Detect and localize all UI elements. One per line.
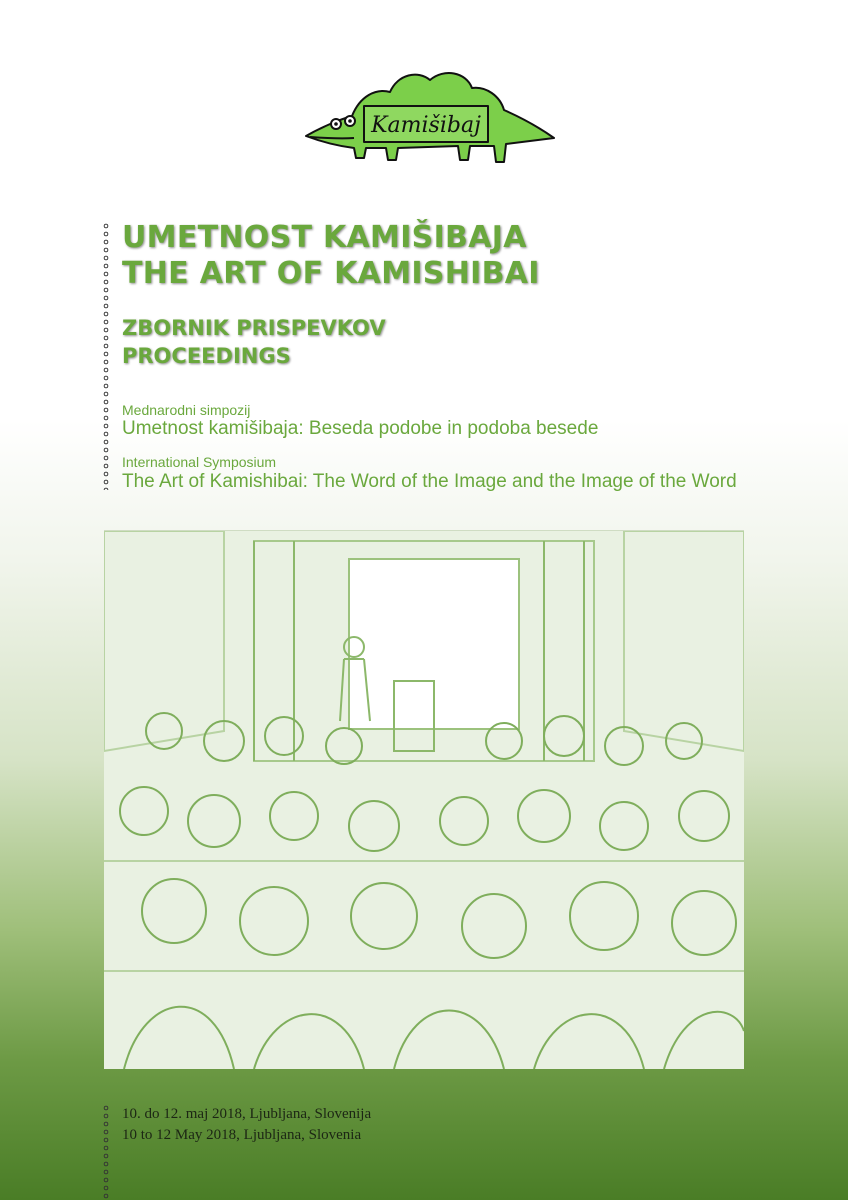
dotted-rule-bottom xyxy=(103,1104,109,1200)
audience-photo xyxy=(104,530,744,1069)
subtitle-english: PROCEEDINGS xyxy=(122,344,291,368)
title-english: THE ART OF KAMISHIBAI xyxy=(122,256,540,291)
dates-slovene: 10. do 12. maj 2018, Ljubljana, Slovenija xyxy=(122,1106,372,1122)
title-slovene: UMETNOST KAMIŠIBAJA xyxy=(122,220,527,255)
symposium-label-slovene: Mednarodni simpozij xyxy=(122,402,251,418)
dotted-rule-top xyxy=(103,222,109,490)
logo-text: Kamišibaj xyxy=(371,113,481,138)
kamisibaj-logo xyxy=(300,66,560,166)
symposium-title-slovene: Umetnost kamišibaja: Beseda podobe in podoba besede xyxy=(122,418,599,439)
dates-english: 10 to 12 May 2018, Ljubljana, Slovenia xyxy=(122,1127,362,1143)
subtitle-slovene: ZBORNIK PRISPEVKOV xyxy=(122,316,386,340)
symposium-title-english: The Art of Kamishibai: The Word of the Image and the Image of the Word xyxy=(122,471,737,492)
symposium-label-english: International Symposium xyxy=(122,454,277,470)
